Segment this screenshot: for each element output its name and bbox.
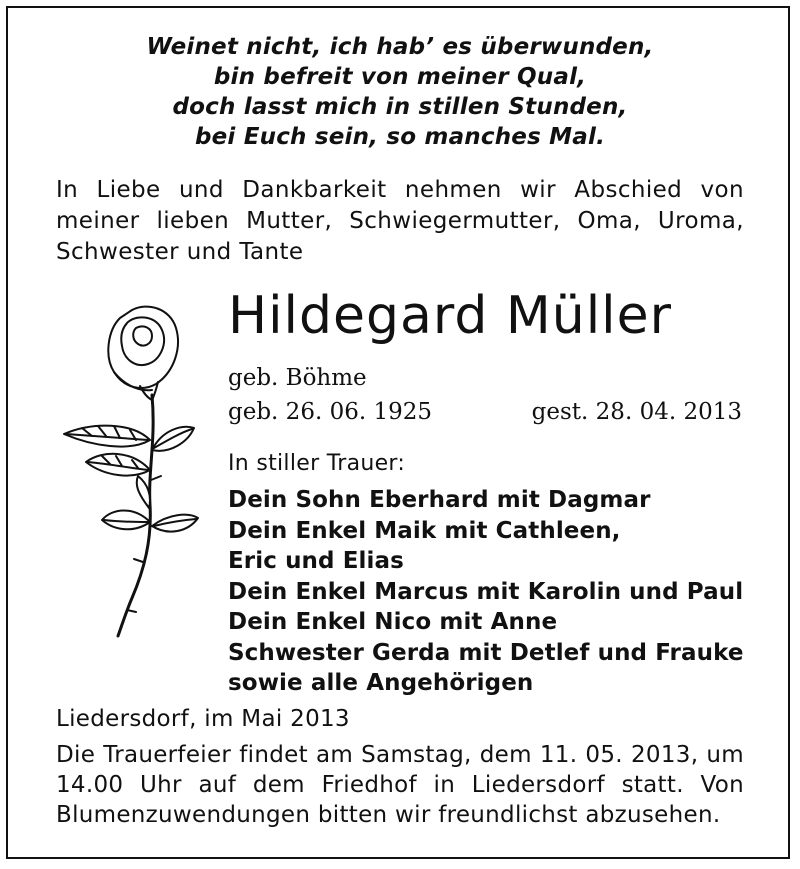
mourners-list: [228, 485, 744, 699]
mourner-line: sowie alle Angehörigen: [228, 670, 534, 696]
intro-line: Schwester und Tante: [56, 239, 304, 265]
funeral-info: [56, 740, 744, 830]
mourner-line: Dein Enkel Maik mit Cathleen,: [228, 517, 621, 544]
mourner-line: Dein Sohn Eberhard mit Dagmar: [228, 487, 651, 513]
death-date: gest. 28. 04. 2013: [531, 399, 742, 425]
funeral-line: Blumenzuwendungen bitten wir freundlichst abzusehen.: [56, 802, 721, 828]
poem-line: bei Euch sein, so manches Mal.: [194, 124, 606, 150]
mourner-line: Schwester Gerda mit Detlef und Frauke: [228, 639, 744, 666]
mourner-line: Dein Enkel Marcus mit Karolin und Paul: [228, 578, 744, 605]
mourning-label: In stiller Trauer:: [228, 451, 406, 476]
intro-line: In Liebe und Dankbarkeit nehmen wir Abschied von: [56, 177, 744, 203]
maiden-name: geb. Böhme: [228, 365, 367, 391]
intro-line: meiner lieben Mutter, Schwiegermutter, Oma, Uroma,: [56, 208, 744, 234]
poem-line: doch lasst mich in stillen Stunden,: [172, 94, 628, 120]
funeral-line: 14.00 Uhr auf dem Friedhof in Liedersdorf statt. Von: [56, 772, 744, 798]
intro-text: [56, 175, 744, 268]
deceased-name: Hildegard Müller: [228, 286, 672, 346]
mourner-line: Dein Enkel Nico mit Anne: [228, 609, 558, 635]
funeral-line: Die Trauerfeier findet am Samstag, dem 11. 05. 2013, um: [56, 742, 744, 768]
birth-date: geb. 26. 06. 1925: [228, 399, 432, 425]
place-date: Liedersdorf, im Mai 2013: [56, 706, 350, 732]
rose-icon: [52, 300, 202, 640]
mourner-line: Eric und Elias: [228, 548, 404, 574]
poem-line: Weinet nicht, ich hab’ es überwunden,: [146, 34, 654, 60]
poem: [0, 32, 800, 152]
poem-line: bin befreit von meiner Qual,: [213, 64, 587, 90]
